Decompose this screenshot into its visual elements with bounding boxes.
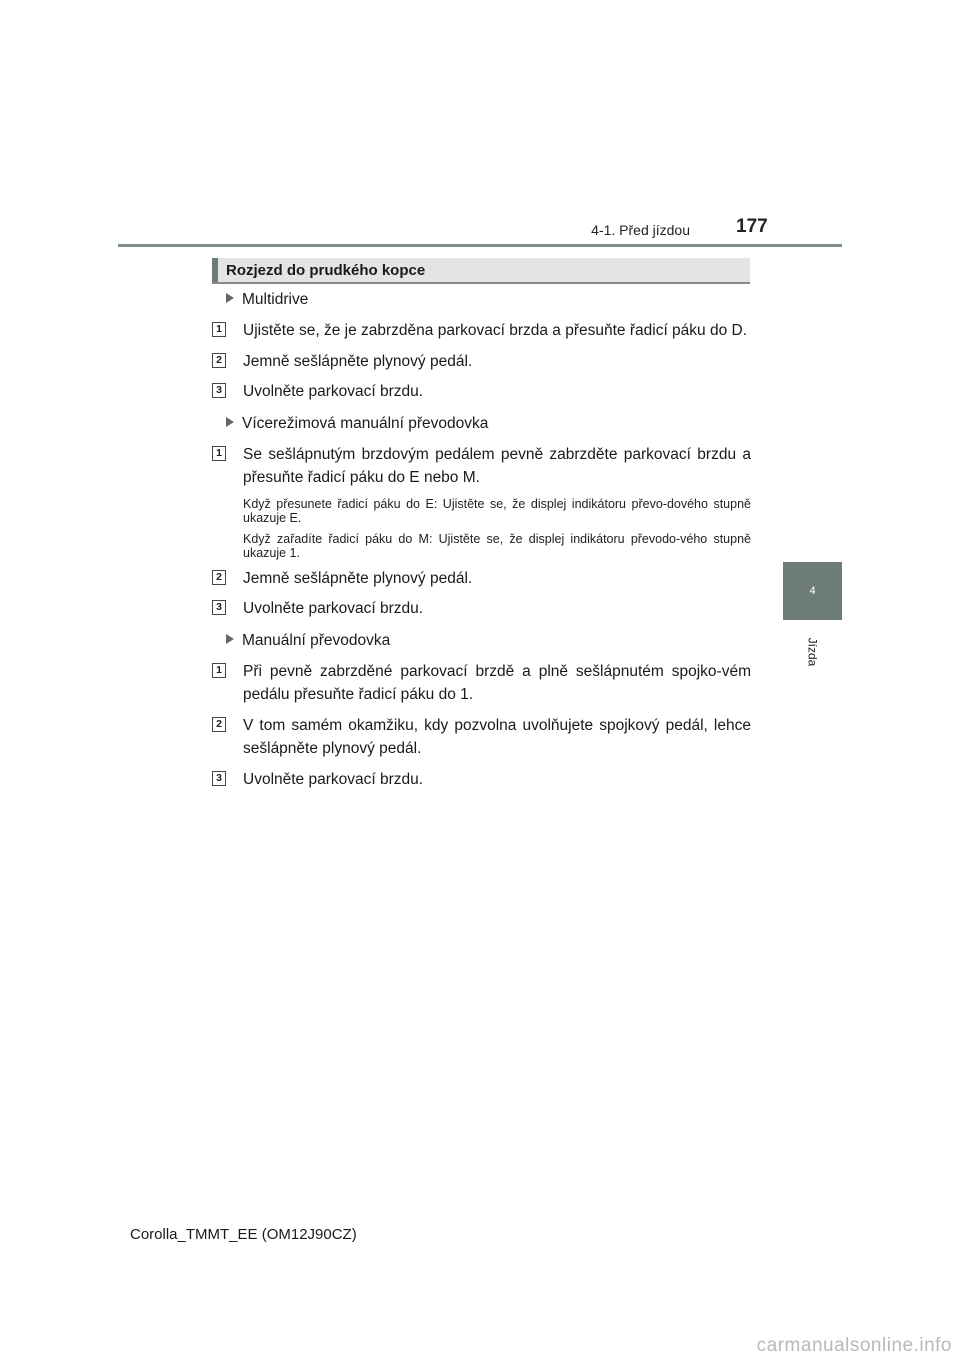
note: Když přesunete řadicí páku do E: Ujistěte se, že displej indikátoru převo-dového stupně ukazuje E. xyxy=(243,496,751,525)
section-title: Rozjezd do prudkého kopce xyxy=(226,262,426,279)
step-text: Uvolněte parkovací brzdu. xyxy=(243,770,424,788)
step xyxy=(212,768,752,792)
step xyxy=(212,714,752,761)
step-number-badge: 2 xyxy=(212,570,226,585)
step xyxy=(212,350,752,374)
chapter-tab-number: 4 xyxy=(809,585,816,597)
step-number-badge: 1 xyxy=(212,446,226,461)
step-text: Se sešlápnutým brzdovým pedálem pevně zabrzděte parkovací brzdu a přesuňte řadicí páku do E nebo M. xyxy=(243,445,751,486)
step xyxy=(212,597,752,621)
step-text: V tom samém okamžiku, kdy pozvolna uvolňujete spojkový pedál, lehce sešlápněte plynový pedál. xyxy=(243,716,751,757)
header-section-title: 4-1. Před jízdou xyxy=(591,222,690,238)
step-number-badge: 2 xyxy=(212,353,226,368)
step-text: Jemně sešlápněte plynový pedál. xyxy=(243,569,473,587)
step-text: Uvolněte parkovací brzdu. xyxy=(243,383,424,400)
chapter-tab[interactable] xyxy=(783,562,842,620)
footer-doc-id: Corolla_TMMT_EE (OM12J90CZ) xyxy=(130,1226,357,1243)
step xyxy=(212,660,752,707)
step-text: Při pevně zabrzděné parkovací brzdě a plně sešlápnutém spojko-vém pedálu přesuňte řadicí páku do 1. xyxy=(243,662,751,703)
step-text: Uvolněte parkovací brzdu. xyxy=(243,600,424,617)
step-number-badge: 3 xyxy=(212,771,226,786)
subhead-multimode-manual: Vícerežimová manuální převodovka xyxy=(212,414,752,434)
step-text: Ujistěte se, že je zabrzděna parkovací brzda a přesuňte řadicí páku do D. xyxy=(243,322,748,339)
step xyxy=(212,443,752,490)
chapter-tab-label: Jízda xyxy=(805,637,819,667)
section-header xyxy=(212,258,750,284)
step-number-badge: 3 xyxy=(212,383,226,398)
watermark: carmanualsonline.info xyxy=(756,1335,952,1356)
triangle-bullet-icon xyxy=(226,634,234,644)
content xyxy=(212,290,752,798)
step xyxy=(212,319,752,343)
step xyxy=(212,567,752,591)
note: Když zařadíte řadicí páku do M: Ujistěte se, že displej indikátoru převodo-vého stupně ukazuje 1. xyxy=(243,531,751,560)
page-number: 177 xyxy=(736,216,768,237)
step-number-badge: 1 xyxy=(212,663,226,678)
step-text: Jemně sešlápněte plynový pedál. xyxy=(243,352,473,370)
triangle-bullet-icon xyxy=(226,293,234,303)
header-rule xyxy=(118,244,842,247)
step-number-badge: 3 xyxy=(212,600,226,615)
step-number-badge: 1 xyxy=(212,322,226,337)
step-number-badge: 2 xyxy=(212,717,226,732)
subhead-manual: Manuální převodovka xyxy=(212,631,752,651)
step xyxy=(212,380,752,404)
triangle-bullet-icon xyxy=(226,417,234,427)
subhead-multidrive: Multidrive xyxy=(212,290,752,310)
